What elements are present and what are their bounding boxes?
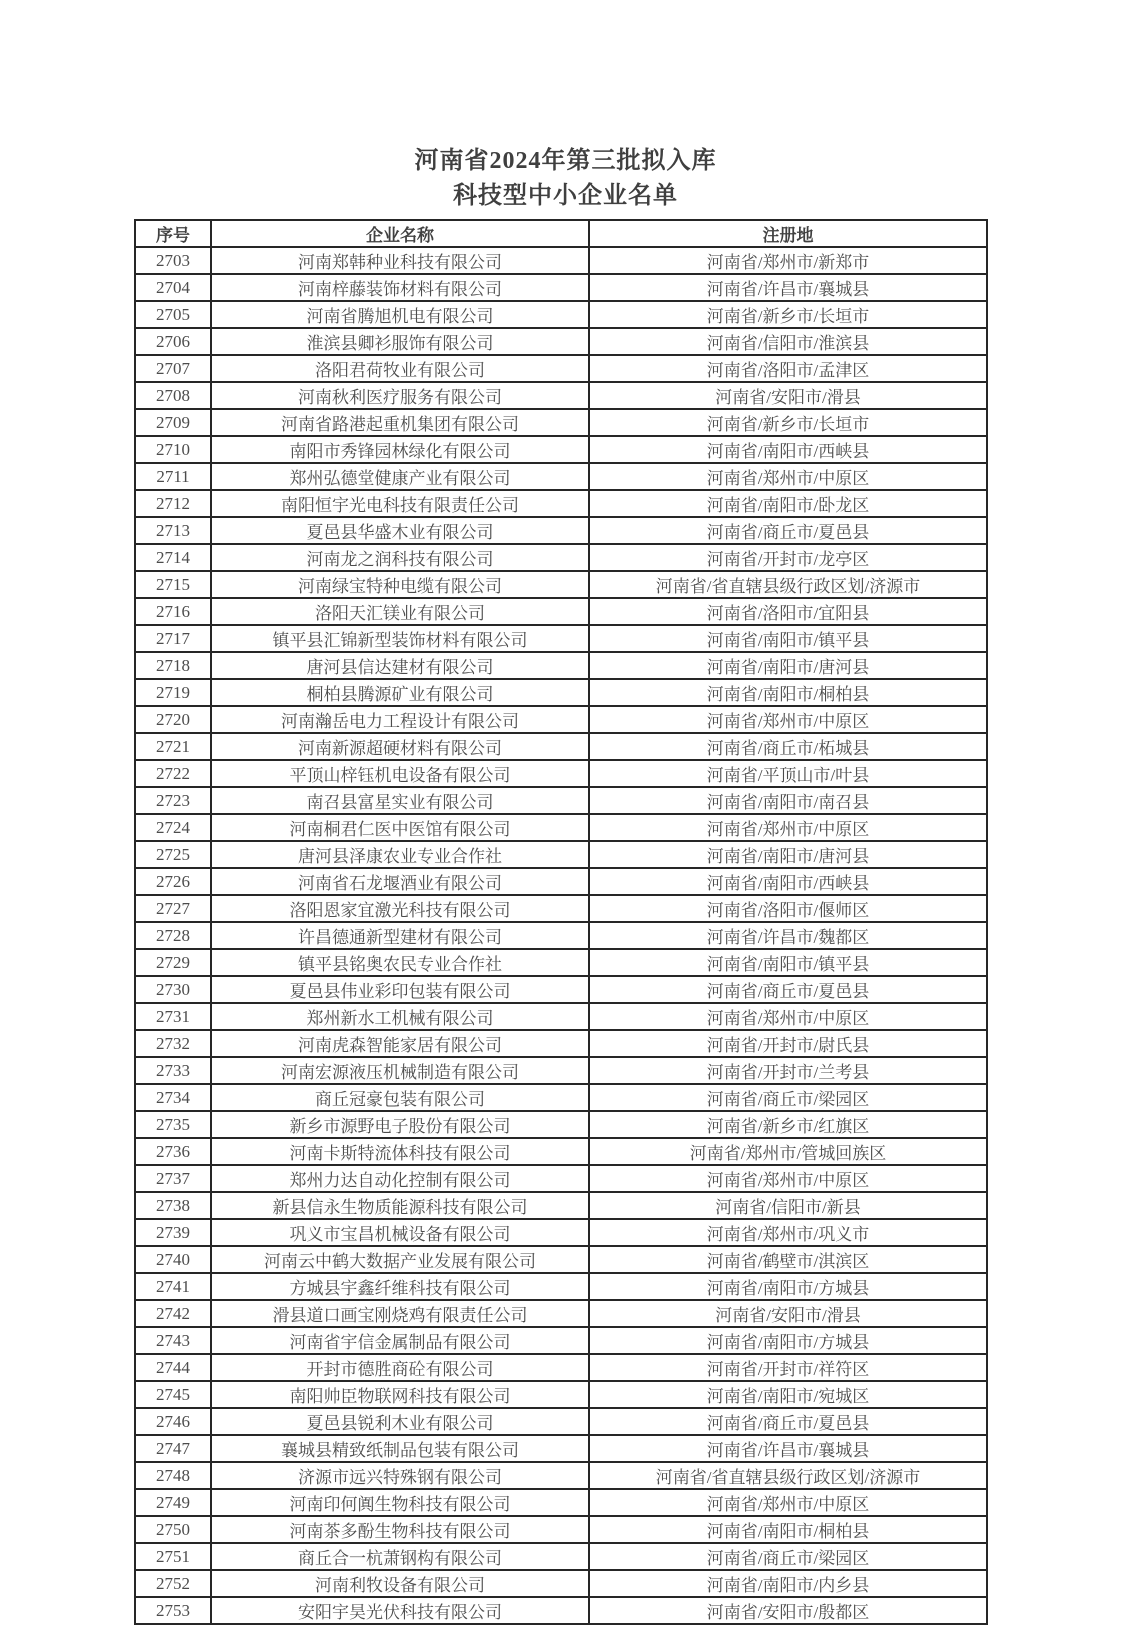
table-row <box>135 625 987 652</box>
cell-company-name: 河南虎森智能家居有限公司 <box>211 1030 589 1057</box>
cell-serial: 2728 <box>135 922 211 949</box>
cell-serial: 2717 <box>135 625 211 652</box>
cell-serial: 2709 <box>135 409 211 436</box>
cell-serial: 2713 <box>135 517 211 544</box>
cell-company-name: 河南利牧设备有限公司 <box>211 1570 589 1597</box>
cell-company-name: 河南郑韩种业科技有限公司 <box>211 247 589 274</box>
table-row <box>135 1165 987 1192</box>
cell-registration: 河南省/信阳市/淮滨县 <box>589 328 987 355</box>
table-row <box>135 1570 987 1597</box>
column-header-registration: 注册地 <box>589 220 987 247</box>
cell-registration: 河南省/南阳市/桐柏县 <box>589 679 987 706</box>
cell-registration: 河南省/新乡市/红旗区 <box>589 1111 987 1138</box>
cell-company-name: 唐河县信达建材有限公司 <box>211 652 589 679</box>
cell-registration: 河南省/商丘市/梁园区 <box>589 1543 987 1570</box>
cell-serial: 2744 <box>135 1354 211 1381</box>
table-row <box>135 679 987 706</box>
cell-company-name: 河南绿宝特种电缆有限公司 <box>211 571 589 598</box>
cell-registration: 河南省/安阳市/滑县 <box>589 1300 987 1327</box>
cell-registration: 河南省/南阳市/卧龙区 <box>589 490 987 517</box>
cell-serial: 2729 <box>135 949 211 976</box>
cell-registration: 河南省/开封市/尉氏县 <box>589 1030 987 1057</box>
cell-company-name: 河南瀚岳电力工程设计有限公司 <box>211 706 589 733</box>
cell-company-name: 商丘冠豪包装有限公司 <box>211 1084 589 1111</box>
cell-registration: 河南省/南阳市/唐河县 <box>589 841 987 868</box>
cell-serial: 2723 <box>135 787 211 814</box>
cell-serial: 2745 <box>135 1381 211 1408</box>
cell-company-name: 河南省石龙堰酒业有限公司 <box>211 868 589 895</box>
cell-serial: 2726 <box>135 868 211 895</box>
company-table <box>134 219 988 1625</box>
cell-registration: 河南省/南阳市/方城县 <box>589 1327 987 1354</box>
cell-registration: 河南省/郑州市/中原区 <box>589 1165 987 1192</box>
cell-registration: 河南省/南阳市/镇平县 <box>589 625 987 652</box>
cell-serial: 2703 <box>135 247 211 274</box>
table-row <box>135 1327 987 1354</box>
cell-serial: 2738 <box>135 1192 211 1219</box>
column-header-company-name: 企业名称 <box>211 220 589 247</box>
title-line-2: 科技型中小企业名单 <box>453 183 678 209</box>
cell-registration: 河南省/郑州市/中原区 <box>589 814 987 841</box>
cell-registration: 河南省/南阳市/内乡县 <box>589 1570 987 1597</box>
cell-company-name: 巩义市宝昌机械设备有限公司 <box>211 1219 589 1246</box>
cell-company-name: 济源市远兴特殊钢有限公司 <box>211 1462 589 1489</box>
table-row <box>135 1489 987 1516</box>
cell-serial: 2733 <box>135 1057 211 1084</box>
cell-company-name: 南阳市秀锋园林绿化有限公司 <box>211 436 589 463</box>
cell-company-name: 夏邑县伟业彩印包装有限公司 <box>211 976 589 1003</box>
table-row <box>135 571 987 598</box>
cell-registration: 河南省/开封市/祥符区 <box>589 1354 987 1381</box>
table-row <box>135 976 987 1003</box>
cell-company-name: 河南梓藤装饰材料有限公司 <box>211 274 589 301</box>
cell-company-name: 郑州弘德堂健康产业有限公司 <box>211 463 589 490</box>
cell-serial: 2727 <box>135 895 211 922</box>
cell-serial: 2731 <box>135 1003 211 1030</box>
table-row <box>135 517 987 544</box>
cell-registration: 河南省/许昌市/襄城县 <box>589 274 987 301</box>
cell-company-name: 河南云中鹤大数据产业发展有限公司 <box>211 1246 589 1273</box>
cell-registration: 河南省/鹤壁市/淇滨区 <box>589 1246 987 1273</box>
table-row <box>135 922 987 949</box>
cell-company-name: 郑州力达自动化控制有限公司 <box>211 1165 589 1192</box>
cell-company-name: 开封市德胜商砼有限公司 <box>211 1354 589 1381</box>
cell-serial: 2710 <box>135 436 211 463</box>
table-row <box>135 463 987 490</box>
cell-serial: 2748 <box>135 1462 211 1489</box>
table-row <box>135 301 987 328</box>
cell-company-name: 方城县宇鑫纤维科技有限公司 <box>211 1273 589 1300</box>
table-row <box>135 760 987 787</box>
cell-company-name: 河南省路港起重机集团有限公司 <box>211 409 589 436</box>
cell-company-name: 河南卡斯特流体科技有限公司 <box>211 1138 589 1165</box>
cell-company-name: 许昌德通新型建材有限公司 <box>211 922 589 949</box>
table-row <box>135 1543 987 1570</box>
cell-company-name: 南召县富星实业有限公司 <box>211 787 589 814</box>
cell-serial: 2743 <box>135 1327 211 1354</box>
table-row <box>135 1597 987 1624</box>
cell-serial: 2735 <box>135 1111 211 1138</box>
table-row <box>135 895 987 922</box>
cell-registration: 河南省/南阳市/唐河县 <box>589 652 987 679</box>
cell-company-name: 夏邑县华盛木业有限公司 <box>211 517 589 544</box>
title-line-1: 河南省2024年第三批拟入库 <box>414 148 717 174</box>
cell-registration: 河南省/郑州市/巩义市 <box>589 1219 987 1246</box>
cell-company-name: 滑县道口画宝刚烧鸡有限责任公司 <box>211 1300 589 1327</box>
cell-company-name: 河南省腾旭机电有限公司 <box>211 301 589 328</box>
cell-serial: 2712 <box>135 490 211 517</box>
table-row <box>135 409 987 436</box>
cell-company-name: 镇平县铭奥农民专业合作社 <box>211 949 589 976</box>
cell-registration: 河南省/许昌市/襄城县 <box>589 1435 987 1462</box>
cell-serial: 2753 <box>135 1597 211 1624</box>
cell-registration: 河南省/郑州市/中原区 <box>589 463 987 490</box>
cell-serial: 2705 <box>135 301 211 328</box>
table-row <box>135 1084 987 1111</box>
cell-company-name: 商丘合一杭萧钢构有限公司 <box>211 1543 589 1570</box>
table-row <box>135 1435 987 1462</box>
cell-serial: 2719 <box>135 679 211 706</box>
column-header-serial: 序号 <box>135 220 211 247</box>
table-row <box>135 1300 987 1327</box>
cell-company-name: 南阳恒宇光电科技有限责任公司 <box>211 490 589 517</box>
cell-serial: 2704 <box>135 274 211 301</box>
cell-company-name: 平顶山梓钰机电设备有限公司 <box>211 760 589 787</box>
cell-serial: 2720 <box>135 706 211 733</box>
cell-serial: 2725 <box>135 841 211 868</box>
table-header <box>135 220 987 247</box>
cell-serial: 2721 <box>135 733 211 760</box>
table-row <box>135 1354 987 1381</box>
cell-registration: 河南省/平顶山市/叶县 <box>589 760 987 787</box>
cell-registration: 河南省/安阳市/滑县 <box>589 382 987 409</box>
table-row <box>135 841 987 868</box>
cell-serial: 2722 <box>135 760 211 787</box>
table-row <box>135 652 987 679</box>
table-row <box>135 814 987 841</box>
cell-company-name: 新县信永生物质能源科技有限公司 <box>211 1192 589 1219</box>
table-row <box>135 868 987 895</box>
cell-company-name: 郑州新水工机械有限公司 <box>211 1003 589 1030</box>
cell-serial: 2732 <box>135 1030 211 1057</box>
cell-serial: 2706 <box>135 328 211 355</box>
table-row <box>135 1246 987 1273</box>
cell-company-name: 河南印何阗生物科技有限公司 <box>211 1489 589 1516</box>
table-row <box>135 274 987 301</box>
cell-registration: 河南省/商丘市/梁园区 <box>589 1084 987 1111</box>
table-row <box>135 1111 987 1138</box>
cell-registration: 河南省/许昌市/魏都区 <box>589 922 987 949</box>
cell-serial: 2747 <box>135 1435 211 1462</box>
cell-registration: 河南省/省直辖县级行政区划/济源市 <box>589 1462 987 1489</box>
table-row <box>135 1030 987 1057</box>
cell-serial: 2734 <box>135 1084 211 1111</box>
cell-company-name: 河南龙之润科技有限公司 <box>211 544 589 571</box>
table-row <box>135 1273 987 1300</box>
table-header-row <box>135 220 987 247</box>
table-row <box>135 706 987 733</box>
cell-company-name: 襄城县精致纸制品包装有限公司 <box>211 1435 589 1462</box>
cell-registration: 河南省/郑州市/中原区 <box>589 1003 987 1030</box>
table-row <box>135 1138 987 1165</box>
cell-registration: 河南省/洛阳市/偃师区 <box>589 895 987 922</box>
cell-registration: 河南省/洛阳市/宜阳县 <box>589 598 987 625</box>
cell-company-name: 河南省宇信金属制品有限公司 <box>211 1327 589 1354</box>
cell-registration: 河南省/郑州市/中原区 <box>589 1489 987 1516</box>
cell-company-name: 南阳帅臣物联网科技有限公司 <box>211 1381 589 1408</box>
table-row <box>135 1192 987 1219</box>
cell-serial: 2739 <box>135 1219 211 1246</box>
cell-serial: 2752 <box>135 1570 211 1597</box>
cell-company-name: 桐柏县腾源矿业有限公司 <box>211 679 589 706</box>
cell-serial: 2746 <box>135 1408 211 1435</box>
cell-serial: 2707 <box>135 355 211 382</box>
cell-company-name: 河南新源超硬材料有限公司 <box>211 733 589 760</box>
cell-company-name: 河南宏源液压机械制造有限公司 <box>211 1057 589 1084</box>
table-row <box>135 1381 987 1408</box>
table-row <box>135 247 987 274</box>
cell-serial: 2715 <box>135 571 211 598</box>
cell-serial: 2730 <box>135 976 211 1003</box>
cell-registration: 河南省/南阳市/南召县 <box>589 787 987 814</box>
table-row <box>135 1462 987 1489</box>
table-row <box>135 382 987 409</box>
table-row <box>135 598 987 625</box>
cell-registration: 河南省/南阳市/桐柏县 <box>589 1516 987 1543</box>
cell-registration: 河南省/新乡市/长垣市 <box>589 409 987 436</box>
cell-serial: 2740 <box>135 1246 211 1273</box>
cell-registration: 河南省/南阳市/方城县 <box>589 1273 987 1300</box>
cell-company-name: 河南秋利医疗服务有限公司 <box>211 382 589 409</box>
cell-registration: 河南省/开封市/龙亭区 <box>589 544 987 571</box>
cell-company-name: 河南桐君仁医中医馆有限公司 <box>211 814 589 841</box>
table-row <box>135 787 987 814</box>
cell-registration: 河南省/商丘市/柘城县 <box>589 733 987 760</box>
cell-registration: 河南省/洛阳市/孟津区 <box>589 355 987 382</box>
cell-serial: 2742 <box>135 1300 211 1327</box>
cell-serial: 2749 <box>135 1489 211 1516</box>
cell-registration: 河南省/南阳市/西峡县 <box>589 868 987 895</box>
cell-company-name: 洛阳恩家宜激光科技有限公司 <box>211 895 589 922</box>
cell-registration: 河南省/信阳市/新县 <box>589 1192 987 1219</box>
table-body <box>135 247 987 1624</box>
table-row <box>135 1057 987 1084</box>
cell-serial: 2711 <box>135 463 211 490</box>
cell-registration: 河南省/新乡市/长垣市 <box>589 301 987 328</box>
cell-company-name: 安阳宇昊光伏科技有限公司 <box>211 1597 589 1624</box>
cell-registration: 河南省/商丘市/夏邑县 <box>589 517 987 544</box>
cell-registration: 河南省/郑州市/管城回族区 <box>589 1138 987 1165</box>
table-row <box>135 949 987 976</box>
table-row <box>135 544 987 571</box>
cell-serial: 2751 <box>135 1543 211 1570</box>
cell-company-name: 淮滨县卿衫服饰有限公司 <box>211 328 589 355</box>
table-row <box>135 328 987 355</box>
cell-company-name: 洛阳天汇镁业有限公司 <box>211 598 589 625</box>
cell-serial: 2736 <box>135 1138 211 1165</box>
cell-registration: 河南省/开封市/兰考县 <box>589 1057 987 1084</box>
cell-registration: 河南省/南阳市/镇平县 <box>589 949 987 976</box>
table-row <box>135 436 987 463</box>
cell-serial: 2716 <box>135 598 211 625</box>
cell-company-name: 新乡市源野电子股份有限公司 <box>211 1111 589 1138</box>
cell-serial: 2714 <box>135 544 211 571</box>
cell-registration: 河南省/南阳市/西峡县 <box>589 436 987 463</box>
cell-serial: 2724 <box>135 814 211 841</box>
cell-registration: 河南省/郑州市/中原区 <box>589 706 987 733</box>
cell-company-name: 洛阳君荷牧业有限公司 <box>211 355 589 382</box>
cell-serial: 2750 <box>135 1516 211 1543</box>
cell-registration: 河南省/郑州市/新郑市 <box>589 247 987 274</box>
cell-company-name: 唐河县泽康农业专业合作社 <box>211 841 589 868</box>
table-row <box>135 1219 987 1246</box>
cell-serial: 2737 <box>135 1165 211 1192</box>
cell-company-name: 河南茶多酚生物科技有限公司 <box>211 1516 589 1543</box>
cell-serial: 2718 <box>135 652 211 679</box>
cell-registration: 河南省/南阳市/宛城区 <box>589 1381 987 1408</box>
table-row <box>135 1516 987 1543</box>
cell-registration: 河南省/商丘市/夏邑县 <box>589 1408 987 1435</box>
table-row <box>135 1408 987 1435</box>
cell-serial: 2708 <box>135 382 211 409</box>
cell-company-name: 夏邑县锐利木业有限公司 <box>211 1408 589 1435</box>
cell-registration: 河南省/安阳市/殷都区 <box>589 1597 987 1624</box>
cell-serial: 2741 <box>135 1273 211 1300</box>
table-row <box>135 490 987 517</box>
cell-registration: 河南省/省直辖县级行政区划/济源市 <box>589 571 987 598</box>
table-row <box>135 733 987 760</box>
cell-company-name: 镇平县汇锦新型装饰材料有限公司 <box>211 625 589 652</box>
document-title <box>0 0 1131 214</box>
table-row <box>135 1003 987 1030</box>
cell-registration: 河南省/商丘市/夏邑县 <box>589 976 987 1003</box>
table-row <box>135 355 987 382</box>
